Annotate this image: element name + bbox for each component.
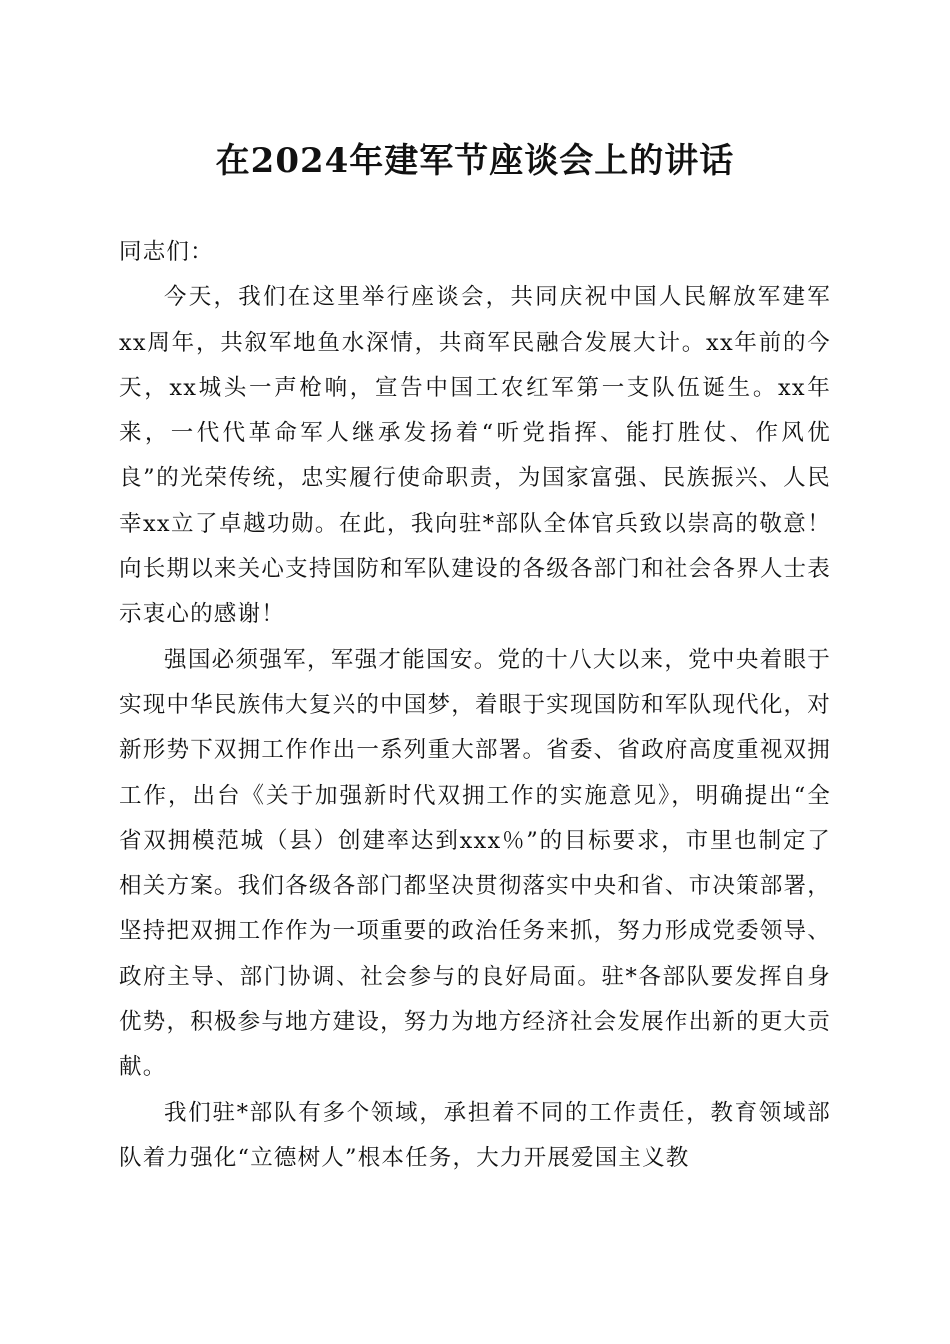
salutation: 同志们： <box>119 239 214 265</box>
paragraph-3: 我们驻*部队有多个领域，承担着不同的工作责任，教育领域部队着力强化“立德树人”根本任务，大力开展爱国主义教 <box>119 1099 831 1171</box>
document-title: 在2024年建军节座谈会上的讲话 <box>215 141 735 181</box>
paragraph-2: 强国必须强军，军强才能国安。党的十八大以来，党中央着眼于实现中华民族伟大复兴的中国梦，着眼于实现国防和军队现代化，对新形势下双拥工作作出一系列重大部署。省委、省政府高度重视双拥工作，出台《关于加强新时代双拥工作的实施意见》，明确提出“全省双拥模范城（县）创建率达到xxx％”的目标要求，市里也制定了相关方案。我们各级各部门都坚决贯彻落实中央和省、市决策部署，坚持把双拥工作作为一项重要的政治任务来抓，努力形成党委领导、政府主导、部门协调、社会参与的良好局面。驻*各部队要发挥自身优势，积极参与地方建设，努力为地方经济社会发展作出新的更大贡献。 <box>119 646 831 1081</box>
document-body <box>119 230 831 1181</box>
paragraph-1: 今天，我们在这里举行座谈会，共同庆祝中国人民解放军建军xx周年，共叙军地鱼水深情，共商军民融合发展大计。xx年前的今天，xx城头一声枪响，宣告中国工农红军第一支队伍诞生。xx年来，一代代革命军人继承发扬着“听党指挥、能打胜仗、作风优良”的光荣传统，忠实履行使命职责，为国家富强、民族振兴、人民幸xx立了卓越功勋。在此，我向驻*部队全体官兵致以崇高的敬意！向长期以来关心支持国防和军队建设的各级各部门和社会各界人士表示衷心的感谢！ <box>119 284 831 628</box>
